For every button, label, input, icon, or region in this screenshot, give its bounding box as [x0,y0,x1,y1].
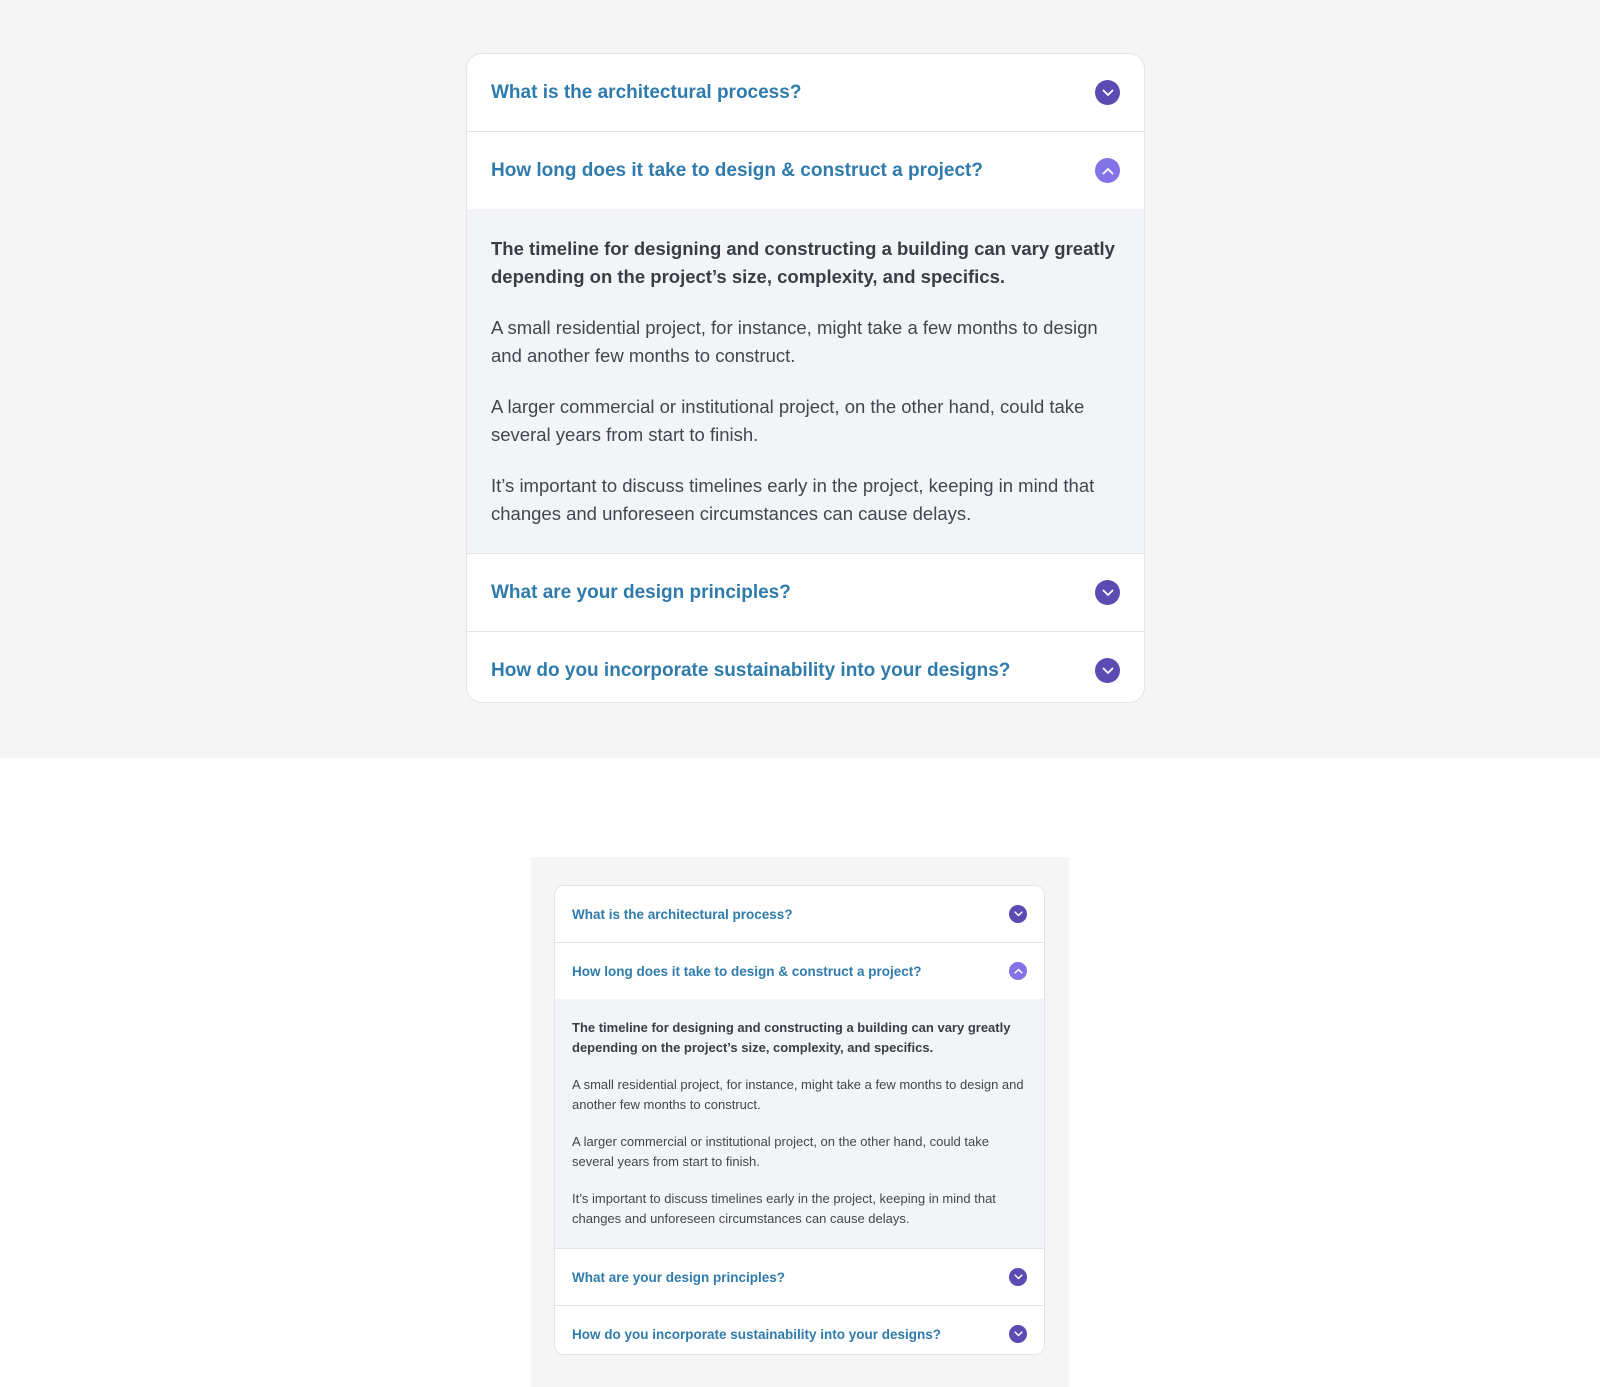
faq-answer-paragraph: A larger commercial or institutional project, on the other hand, could take several years from start to finish. [572,1134,989,1169]
faq-question-text: What are your design principles? [572,1269,786,1285]
faq-question-toggle[interactable] [555,943,1044,999]
chevron-down-icon[interactable] [1009,1325,1027,1343]
chevron-down-icon[interactable] [1095,658,1120,683]
faq-answer-paragraph: It’s important to discuss timelines early in the project, keeping in mind that changes and unforeseen circumstances can cause delays. [491,475,1095,524]
faq-item [467,632,1144,703]
chevron-up-icon[interactable] [1009,962,1027,980]
faq-question-toggle[interactable] [467,132,1144,209]
faq-answer-lead: The timeline for designing and constructing a building can vary greatly depending on the project’s size, complexity, and specifics. [491,238,1115,287]
faq-question-toggle[interactable] [555,1249,1044,1305]
faq-question-text: How long does it take to design & construct a project? [491,159,983,181]
faq-answer-paragraph: A small residential project, for instance, might take a few months to design and another few months to construct. [491,317,1098,366]
faq-answer-lead: The timeline for designing and constructing a building can vary greatly depending on the project’s size, complexity, and specifics. [572,1020,1011,1055]
faq-question-text: How do you incorporate sustainability into your designs? [572,1326,942,1342]
faq-item [467,54,1144,132]
faq-question-toggle[interactable] [467,54,1144,131]
chevron-up-icon[interactable] [1095,158,1120,183]
faq-answer-paragraph: It’s important to discuss timelines early in the project, keeping in mind that changes and unforeseen circumstances can cause delays. [572,1191,996,1226]
faq-question-text: How do you incorporate sustainability into your designs? [491,659,1011,681]
faq-item [555,886,1044,943]
faq-accordion-desktop [466,53,1145,703]
faq-item-expanded [467,132,1144,554]
faq-question-text: What is the architectural process? [491,81,802,103]
chevron-down-icon[interactable] [1095,580,1120,605]
faq-item [467,554,1144,632]
faq-item [555,1249,1044,1306]
faq-question-toggle[interactable] [467,554,1144,631]
faq-answer [467,209,1144,553]
faq-question-toggle[interactable] [467,632,1144,703]
faq-question-toggle[interactable] [555,886,1044,942]
faq-answer-paragraph: A larger commercial or institutional project, on the other hand, could take several years from start to finish. [491,396,1085,445]
faq-question-text: How long does it take to design & construct a project? [572,963,922,979]
chevron-down-icon[interactable] [1095,80,1120,105]
faq-question-toggle[interactable] [555,1306,1044,1355]
faq-answer-paragraph: A small residential project, for instance, might take a few months to design and another few months to construct. [572,1077,1024,1112]
chevron-down-icon[interactable] [1009,1268,1027,1286]
faq-item-expanded [555,943,1044,1249]
faq-accordion-mobile [554,885,1045,1355]
faq-item [555,1306,1044,1355]
faq-question-text: What are your design principles? [491,581,791,603]
faq-question-text: What is the architectural process? [572,906,793,922]
chevron-down-icon[interactable] [1009,905,1027,923]
faq-answer [555,999,1044,1248]
